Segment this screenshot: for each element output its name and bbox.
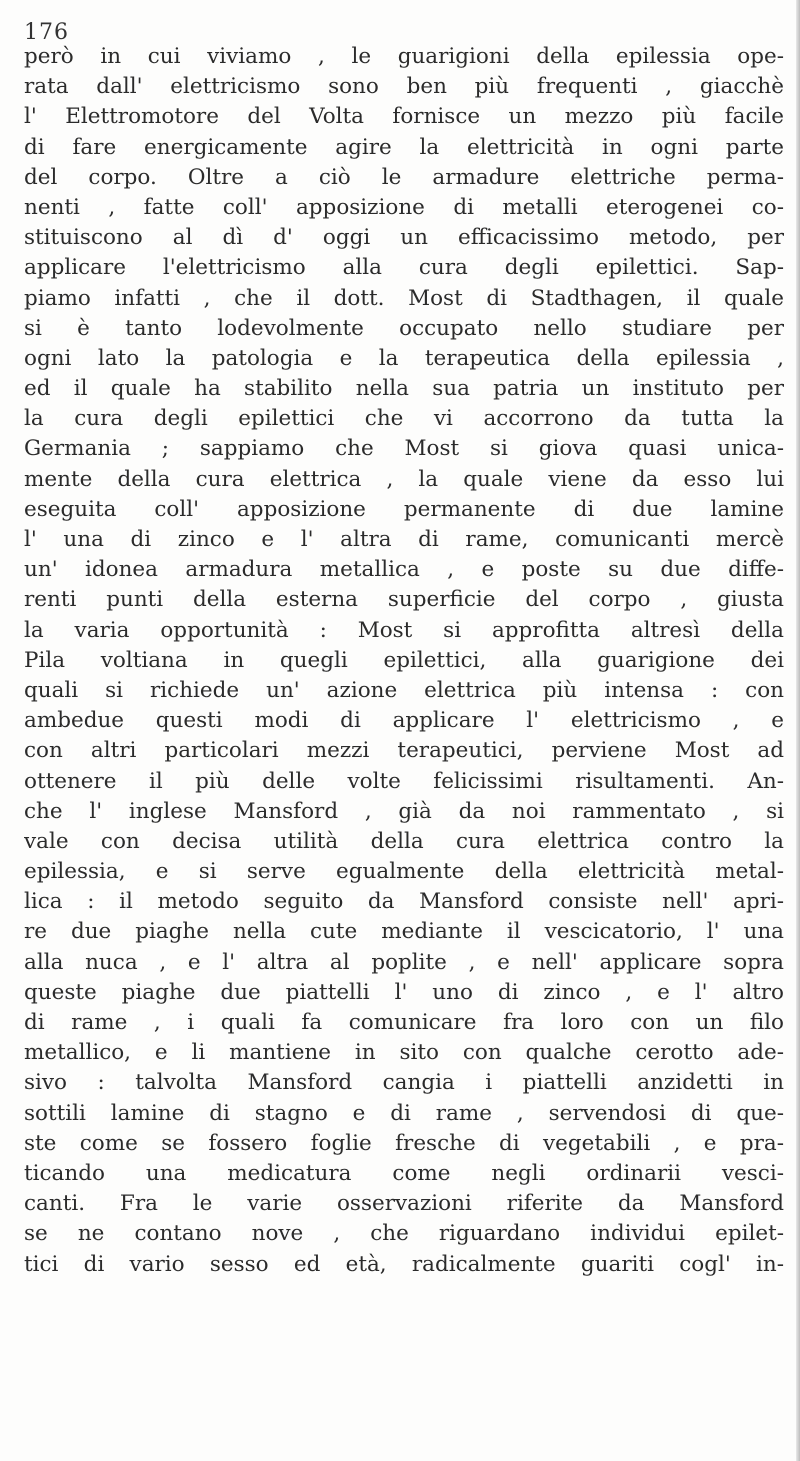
text-line: ambedue questi modi di applicare l' elettricismo , e bbox=[24, 708, 784, 734]
text-line: alla nuca , e l' altra al poplite , e nell' applicare sopra bbox=[24, 949, 784, 975]
text-line: ste come se fossero foglie fresche di vegetabili , e pra- bbox=[24, 1130, 784, 1156]
text-line: eseguita coll' apposizione permanente di due lamine bbox=[24, 496, 784, 522]
text-line: applicare l'elettricismo alla cura degli epilettici. Sap- bbox=[24, 255, 784, 281]
page-number: 176 bbox=[24, 20, 69, 45]
text-line: che l' inglese Mansford , già da noi rammentato , si bbox=[24, 798, 784, 824]
text-line: sivo : talvolta Mansford cangia i piattelli anzidetti in bbox=[24, 1070, 784, 1096]
text-line: tici di vario sesso ed età, radicalmente guariti cogl' in- bbox=[24, 1251, 784, 1277]
text-line: sottili lamine di stagno e di rame , servendosi di que- bbox=[24, 1100, 784, 1126]
text-line: mente della cura elettrica , la quale viene da esso lui bbox=[24, 466, 784, 492]
text-line: rata dall' elettricismo sono ben più frequenti , giacchè bbox=[24, 74, 784, 100]
text-line: stituiscono al dì d' oggi un efficacissimo metodo, per bbox=[24, 225, 784, 251]
text-line: Pila voltiana in quegli epilettici, alla guarigione dei bbox=[24, 647, 784, 673]
page-edge-shadow bbox=[796, 0, 800, 1461]
text-line: quali si richiede un' azione elettrica più intensa : con bbox=[24, 677, 784, 703]
text-line: la cura degli epilettici che vi accorrono da tutta la bbox=[24, 406, 784, 432]
text-line: però in cui viviamo , le guarigioni della epilessia ope- bbox=[24, 44, 784, 69]
text-line: si è tanto lodevolmente occupato nello studiare per bbox=[24, 315, 784, 341]
text-line: l' Elettromotore del Volta fornisce un mezzo più facile bbox=[24, 104, 784, 130]
text-line: nenti , fatte coll' apposizione di metalli eterogenei co- bbox=[24, 194, 784, 220]
text-line: canti. Fra le varie osservazioni riferite da Mansford bbox=[24, 1191, 784, 1217]
text-line: Germania ; sappiamo che Most si giova quasi unica- bbox=[24, 436, 784, 462]
text-line: di fare energicamente agire la elettricità in ogni parte bbox=[24, 134, 784, 160]
body-text bbox=[24, 42, 784, 1280]
text-line: ottenere il più delle volte felicissimi risultamenti. An- bbox=[24, 768, 784, 794]
text-line: se ne contano nove , che riguardano individui epilet- bbox=[24, 1221, 784, 1247]
text-line: ogni lato la patologia e la terapeutica della epilessia , bbox=[24, 345, 784, 371]
text-line: un' idonea armadura metallica , e poste su due diffe- bbox=[24, 557, 784, 583]
text-line: ed il quale ha stabilito nella sua patria un instituto per bbox=[24, 376, 784, 402]
text-line: ticando una medicatura come negli ordinarii vesci- bbox=[24, 1160, 784, 1186]
text-line: renti punti della esterna superficie del corpo , giusta bbox=[24, 587, 784, 613]
text-line: del corpo. Oltre a ciò le armadure elettriche perma- bbox=[24, 164, 784, 190]
text-line: vale con decisa utilità della cura elettrica contro la bbox=[24, 828, 784, 854]
text-line: queste piaghe due piattelli l' uno di zinco , e l' altro bbox=[24, 979, 784, 1005]
text-line: l' una di zinco e l' altra di rame, comunicanti mercè bbox=[24, 527, 784, 552]
text-line: re due piaghe nella cute mediante il vescicatorio, l' una bbox=[24, 919, 784, 945]
text-line: epilessia, e si serve egualmente della elettricità metal- bbox=[24, 859, 784, 885]
text-line: lica : il metodo seguito da Mansford consiste nell' apri- bbox=[24, 889, 784, 915]
text-line: metallico, e li mantiene in sito con qualche cerotto ade- bbox=[24, 1040, 784, 1066]
text-line: piamo infatti , che il dott. Most di Stadthagen, il quale bbox=[24, 285, 784, 311]
text-line: la varia opportunità : Most si approfitta altresì della bbox=[24, 617, 784, 643]
text-line: con altri particolari mezzi terapeutici, perviene Most ad bbox=[24, 738, 784, 764]
text-line: di rame , i quali fa comunicare fra loro con un filo bbox=[24, 1010, 784, 1035]
